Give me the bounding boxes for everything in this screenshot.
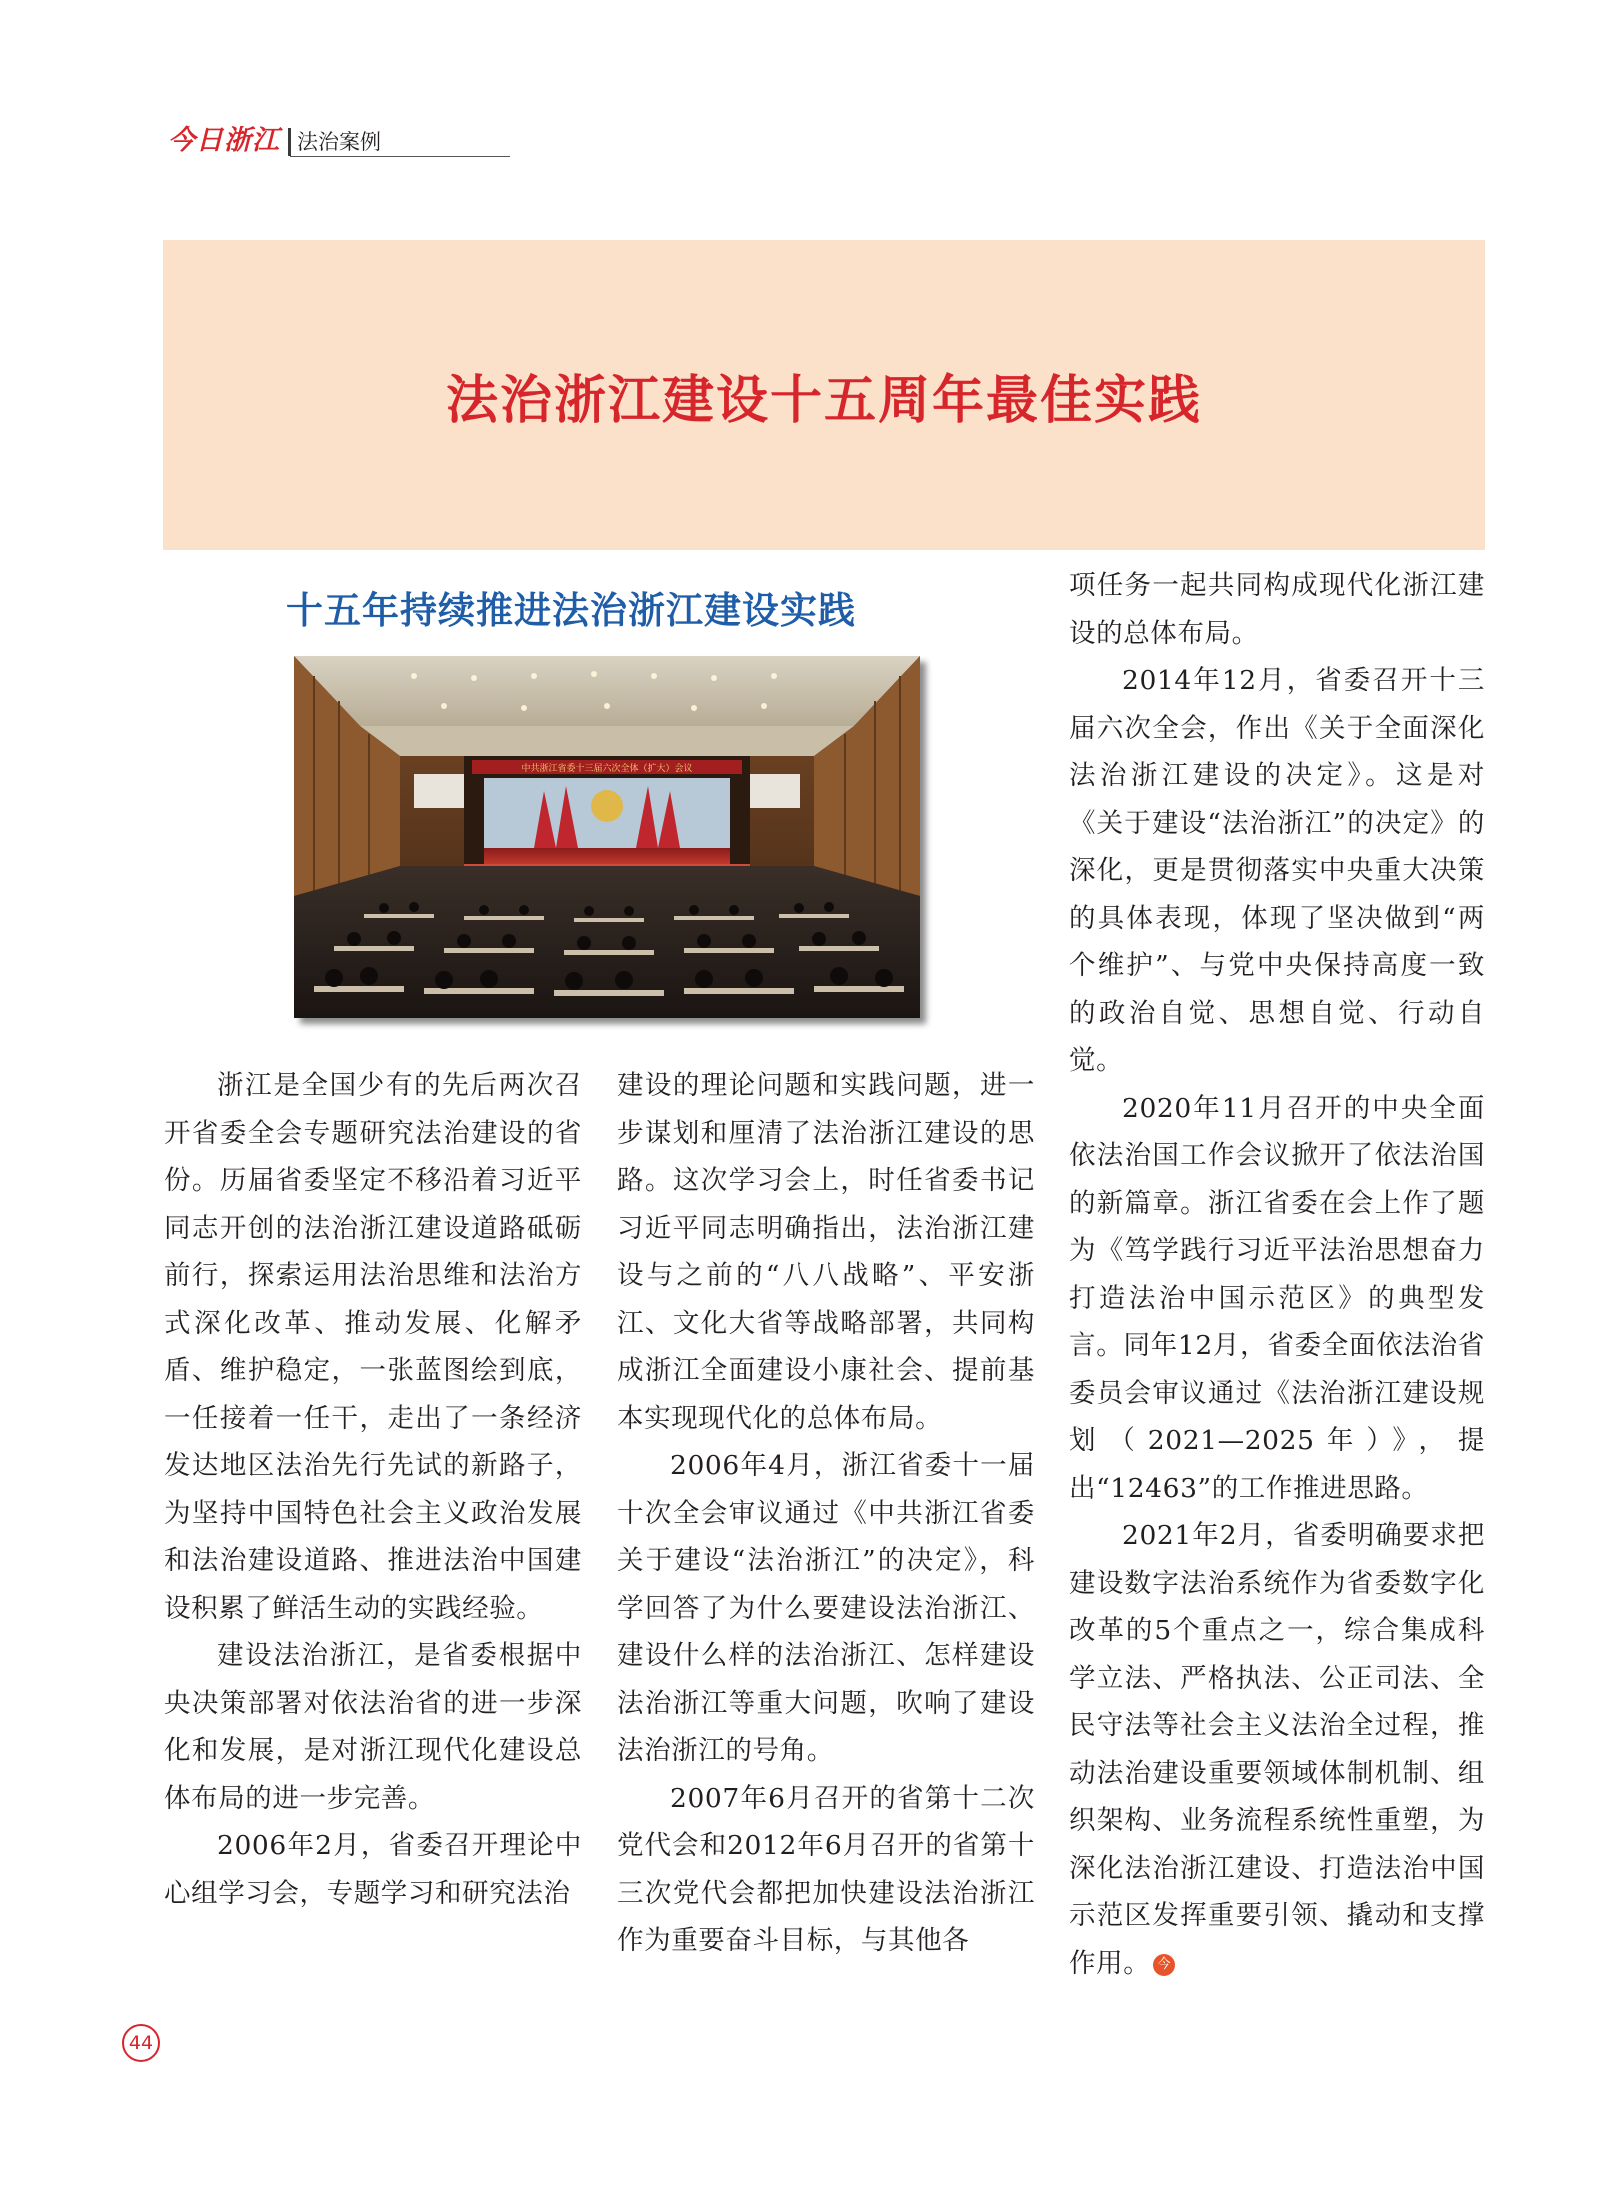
text-column-1 [164,1062,582,1917]
title-banner [163,240,1485,550]
header-rule [290,156,510,157]
conference-photo [294,656,920,1018]
paragraph: 2006年4月，浙江省委十一届十次全会审议通过《中共浙江省委关于建设“法治浙江”的决定》，科学回答了为什么要建设法治浙江、建设什么样的法治浙江、怎样建设法治浙江等重大问题，吹响了建设法治浙江的号角。 [617,1450,1035,1766]
paragraph: 浙江是全国少有的先后两次召开省委全会专题研究法治建设的省份。历届省委坚定不移沿着习近平同志开创的法治浙江建设道路砥砺前行，探索运用法治思维和法治方式深化改革、推动发展、化解矛盾、维护稳定，一张蓝图绘到底，一任接着一任干，走出了一条经济发达地区法治先行先试的新路子，为坚持中国特色社会主义政治发展和法治建设道路、推进法治中国建设积累了鲜活生动的实践经验。 [164,1070,582,1624]
end-mark-icon: 今 [1153,1954,1175,1976]
paragraph-text: 2021年2月，省委明确要求把建设数字法治系统作为省委数字化改革的5个重点之一，综合集成科学立法、严格执法、公正司法、全民守法等社会主义法治全过程，推动法治建设重要领域体制机制、组织架构、业务流程系统性重塑，为深化法治浙江建设、打造法治中国示范区发挥重要引领、撬动和支撑作用。 [1069,1520,1485,1979]
text-column-2 [617,1062,1035,1965]
text-column-3 [1069,562,1485,1987]
paragraph: 项任务一起共同构成现代化浙江建设的总体布局。 [1069,570,1485,649]
paragraph: 建设的理论问题和实践问题，进一步谋划和厘清了法治浙江建设的思路。这次学习会上，时任省委书记习近平同志明确指出，法治浙江建设与之前的“八八战略”、平安浙江、文化大省等战略部署，共同构成浙江全面建设小康社会、提前基本实现现代化的总体布局。 [617,1070,1035,1434]
magazine-logo: 今日浙江 [168,125,280,156]
paragraph: 2014年12月，省委召开十三届六次全会，作出《关于全面深化法治浙江建设的决定》。这是对《关于建设“法治浙江”的决定》的深化，更是贯彻落实中央重大决策的具体表现，体现了坚决做到“两个维护”、与党中央保持高度一致的政治自觉、思想自觉、行动自觉。 [1069,665,1485,1076]
stage-banner-text: 中共浙江省委十三届六次全体（扩大）会议 [521,764,693,774]
section-label: 法治案例 [297,130,381,154]
paragraph: 建设法治浙江，是省委根据中央决策部署对依法治省的进一步深化和发展，是对浙江现代化建设总体布局的进一步完善。 [164,1640,582,1814]
paragraph: 2020年11月召开的中央全面依法治国工作会议掀开了依法治国的新篇章。浙江省委在会上作了题为《笃学践行习近平法治思想奋力打造法治中国示范区》的典型发言。同年12月，省委全面依法治省委员会审议通过《法治浙江建设规划（2021—2025年）》，提出“12463”的工作推进思路。 [1069,1092,1485,1504]
article-title: 十五年持续推进法治浙江建设实践 [286,589,856,632]
banner-title: 法治浙江建设十五周年最佳实践 [445,371,1202,431]
header-divider [288,128,291,156]
paragraph [1069,1512,1485,1987]
paragraph: 2007年6月召开的省第十二次党代会和2012年6月召开的省第十三次党代会都把加快建设法治浙江作为重要奋斗目标，与其他各 [617,1782,1035,1956]
running-header [168,124,381,156]
paragraph: 2006年2月，省委召开理论中心组学习会，专题学习和研究法治 [164,1830,582,1909]
page-number: 44 [122,2024,160,2062]
